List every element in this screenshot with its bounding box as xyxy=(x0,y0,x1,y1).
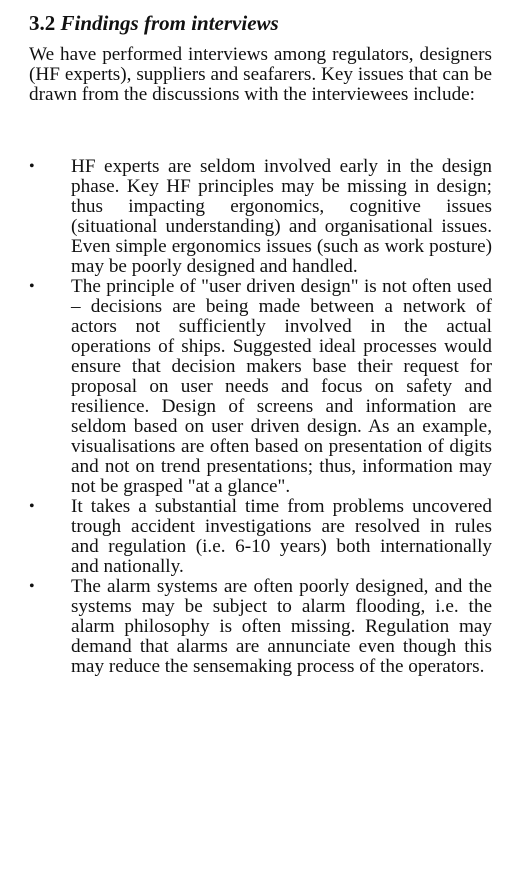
list-item xyxy=(29,497,492,577)
bullet-icon: • xyxy=(29,158,35,175)
findings-list xyxy=(29,157,492,677)
list-item xyxy=(29,577,492,677)
list-item xyxy=(29,157,492,277)
section-heading xyxy=(29,10,279,36)
section-title: Findings from interviews xyxy=(60,11,279,35)
list-item-text: It takes a substantial time from problems uncovered trough accident investigations are resolved in rules and regulation (i.e. 6-10 years) both internationally and nationally. xyxy=(71,496,492,577)
bullet-icon: • xyxy=(29,578,35,595)
bullet-icon: • xyxy=(29,498,35,515)
list-item xyxy=(29,277,492,497)
list-item-text: The principle of "user driven design" is not often used – decisions are being made between a network of actors not sufficiently involved in the actual operations of ships. Suggested ideal processes would ensure that decision makers base their request for proposal on user needs and focus on safety and resilience. Design of screens and information are seldom based on user driven design. As an example, visualisations are often based on presentation of digits and not on trend presentations; thus, information may not be grasped "at a glance". xyxy=(71,276,492,497)
list-item-text: HF experts are seldom involved early in the design phase. Key HF principles may be missing in design; thus impacting ergonomics, cognitive issues (situational understanding) and organisational issues. Even simple ergonomics issues (such as work posture) may be poorly designed and handled. xyxy=(71,156,492,277)
section-number: 3.2 xyxy=(29,11,56,35)
bullet-icon: • xyxy=(29,278,35,295)
intro-paragraph: We have performed interviews among regulators, designers (HF experts), suppliers and seafarers. Key issues that can be drawn from the discussions with the interviewees include: xyxy=(29,44,492,105)
list-item-text: The alarm systems are often poorly designed, and the systems may be subject to alarm flooding, i.e. the alarm philosophy is often missing. Regulation may demand that alarms are annunciate even though this may reduce the sensemaking process of the operators. xyxy=(71,576,492,677)
